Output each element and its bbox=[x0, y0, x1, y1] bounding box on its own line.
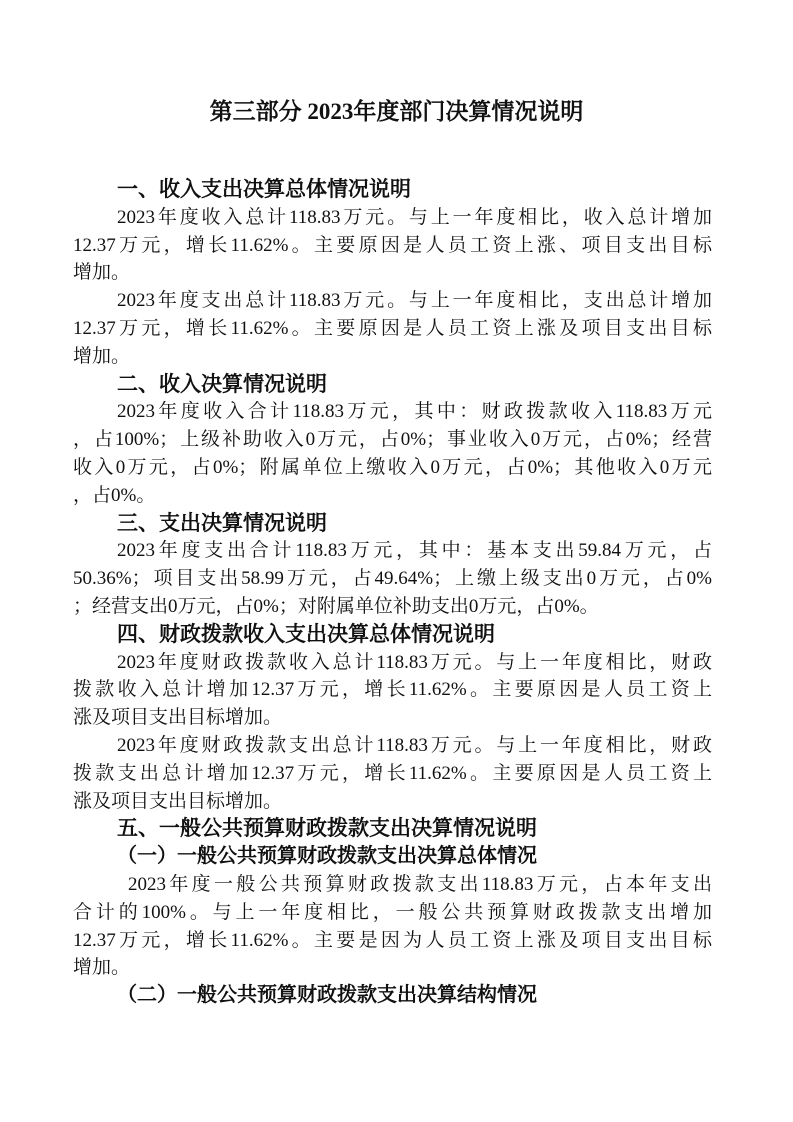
paragraph-line: ，占100%；上级补助收入0万元，占0%；事业收入0万元，占0%；经营 bbox=[73, 429, 712, 451]
paragraph-line: 12.37万元，增长11.62%。主要原因是人员工资上涨、项目支出目标 bbox=[73, 234, 712, 256]
paragraph-line: 2023年度收入总计118.83万元。与上一年度相比，收入总计增加 bbox=[117, 206, 712, 228]
paragraph-line: 2023年度支出合计118.83万元，其中：基本支出59.84万元，占 bbox=[117, 540, 712, 562]
paragraph-line: 收入0万元，占0%；附属单位上缴收入0万元，占0%；其他收入0万元 bbox=[73, 456, 712, 478]
section-heading: 四、财政拨款收入支出决算总体情况说明 bbox=[117, 621, 495, 646]
subsection-heading: （一）一般公共预算财政拨款支出决算总体情况 bbox=[117, 845, 537, 868]
paragraph-line: 2023年度一般公共预算财政拨款支出118.83万元，占本年支出 bbox=[128, 873, 712, 895]
paragraph-line: 涨及项目支出目标增加。 bbox=[73, 790, 283, 812]
paragraph-line: 2023年度支出总计118.83万元。与上一年度相比，支出总计增加 bbox=[117, 290, 712, 312]
paragraph-line: 2023年度财政拨款收入总计118.83万元。与上一年度相比，财政 bbox=[117, 651, 712, 673]
paragraph-line: 合计的100%。与上一年度相比，一般公共预算财政拨款支出增加 bbox=[73, 901, 712, 923]
paragraph-line: 2023年度收入合计118.83万元，其中：财政拨款收入118.83万元 bbox=[117, 401, 712, 423]
section-heading: 二、收入决算情况说明 bbox=[117, 371, 327, 396]
subsection-heading: （二）一般公共预算财政拨款支出决算结构情况 bbox=[117, 984, 537, 1007]
paragraph-line: 增加。 bbox=[73, 957, 131, 979]
paragraph-line: 12.37万元，增长11.62%。主要原因是人员工资上涨及项目支出目标 bbox=[73, 317, 712, 339]
paragraph-line: 增加。 bbox=[73, 345, 131, 367]
document-body bbox=[73, 176, 712, 1010]
paragraph-line: 拨款支出总计增加12.37万元，增长11.62%。主要原因是人员工资上 bbox=[73, 762, 712, 784]
paragraph-line: 12.37万元，增长11.62%。主要是因为人员工资上涨及项目支出目标 bbox=[73, 929, 712, 951]
paragraph-line: 涨及项目支出目标增加。 bbox=[73, 707, 283, 729]
paragraph-line: 拨款收入总计增加12.37万元，增长11.62%。主要原因是人员工资上 bbox=[73, 679, 712, 701]
paragraph-line: ；经营支出0万元，占0%；对附属单位补助支出0万元，占0%。 bbox=[73, 595, 599, 617]
paragraph-line: 2023年度财政拨款支出总计118.83万元。与上一年度相比，财政 bbox=[117, 734, 712, 756]
page-title: 第三部分 2023年度部门决算情况说明 bbox=[209, 99, 584, 124]
section-heading: 一、收入支出决算总体情况说明 bbox=[117, 177, 411, 201]
section-heading: 三、支出决算情况说明 bbox=[117, 510, 327, 535]
paragraph-line: ，占0%。 bbox=[73, 484, 156, 506]
section-heading: 五、一般公共预算财政拨款支出决算情况说明 bbox=[117, 816, 537, 841]
paragraph-line: 增加。 bbox=[73, 262, 131, 284]
paragraph-line: 50.36%；项目支出58.99万元，占49.64%；上缴上级支出0万元，占0% bbox=[73, 568, 712, 590]
